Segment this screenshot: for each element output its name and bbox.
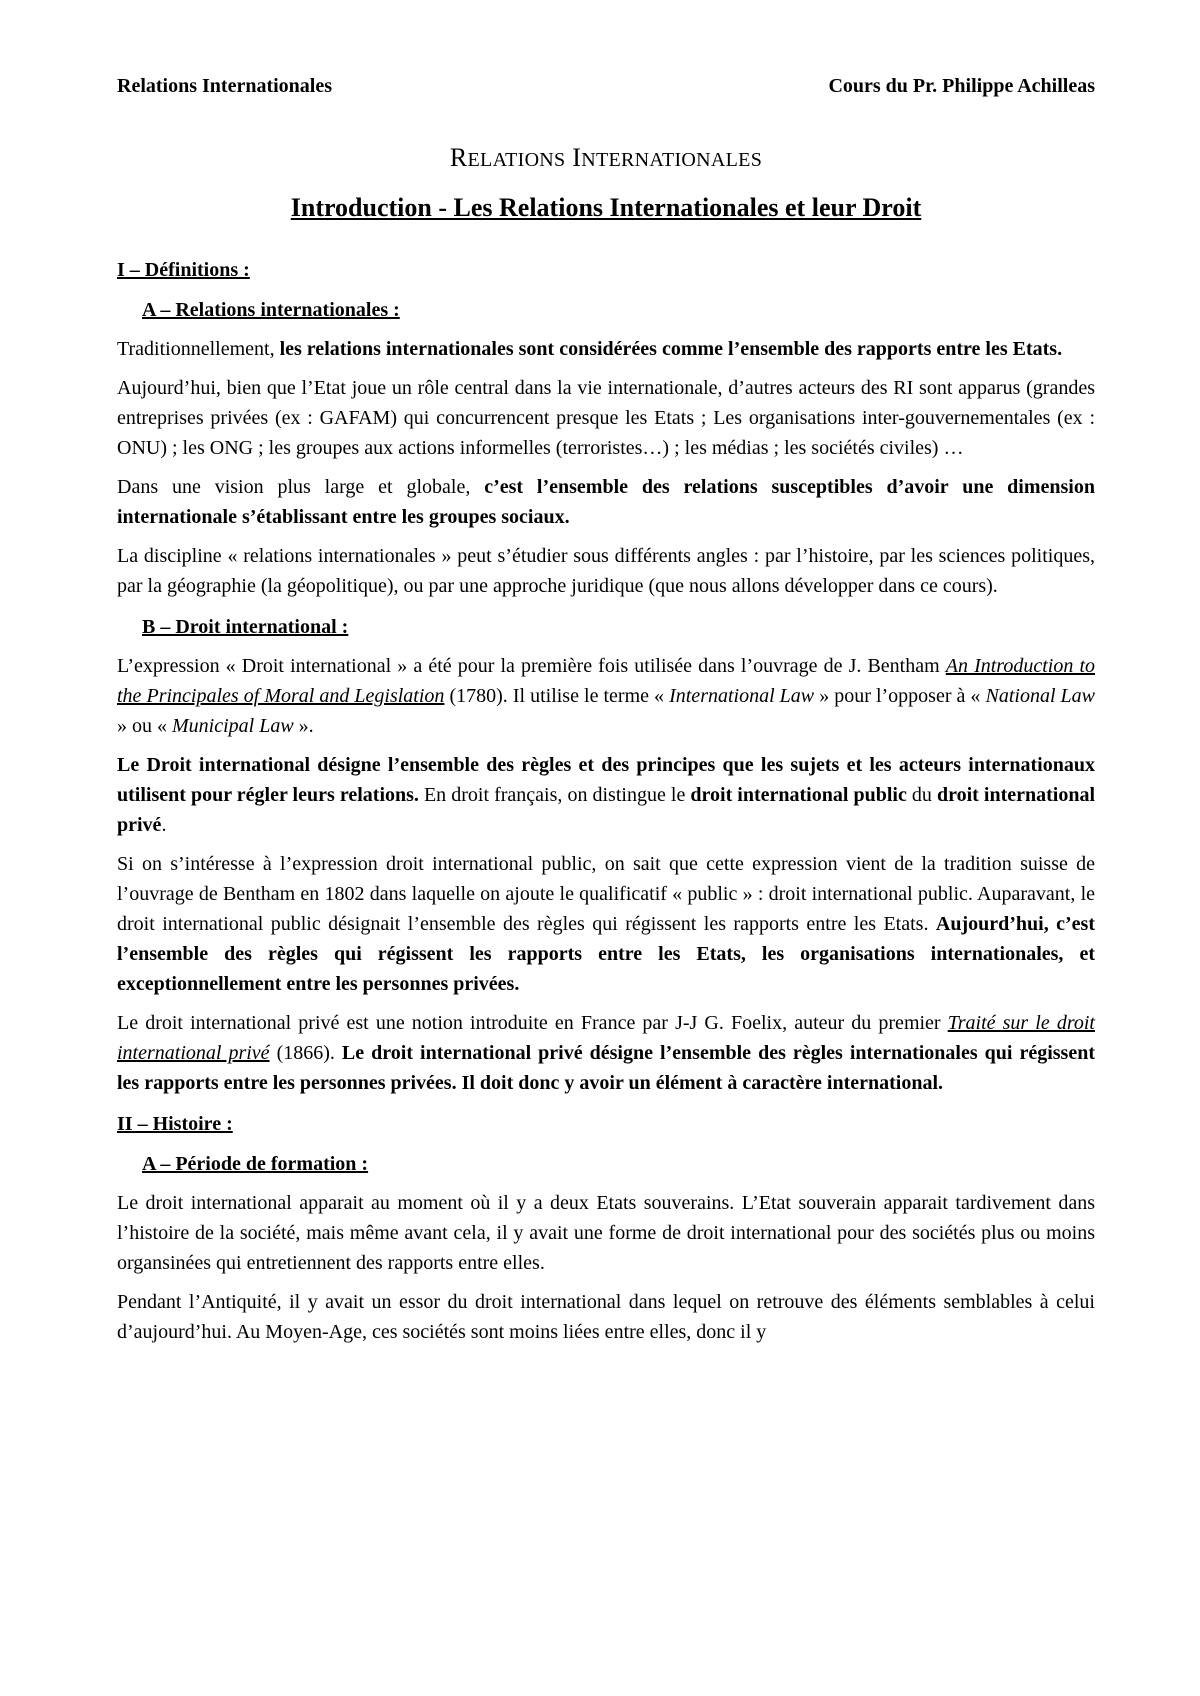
subsection-heading-periode-de-formation: A – Période de formation : [142,1153,369,1175]
paragraph: Si on s’intéresse à l’expression droit international public, on sait que cette expression vient de la tradition suisse de l’ouvrage de Bentham en 1802 dans laquelle on ajoute le qualificatif « public » : droit international public. Auparavant, le droit international public désignait l’ensemble des règles qui régissent les rapports entre les Etats. Aujourd’hui, c’est l’ensemble des règles qui régissent les rapports entre les Etats, les organisations internationales, et exceptionnellement entre les personnes privées. [117,853,1095,995]
header-left: Relations Internationales [117,75,332,97]
running-header [117,72,1095,100]
paragraph: Traditionnellement, les relations internationales sont considérées comme l’ensemble des rapports entre les Etats. [117,338,1063,360]
subsection-heading-droit-international: B – Droit international : [142,616,349,638]
paragraph: Le droit international privé est une notion introduite en France par J-J G. Foelix, auteur du premier Traité sur le droit international privé (1866). Le droit international privé désigne l’ensemble des règles internationales qui régissent les rapports entre les personnes privées. Il doit donc y avoir un élément à caractère international. [117,1012,1095,1094]
paragraph: Aujourd’hui, bien que l’Etat joue un rôle central dans la vie internationale, d’autres acteurs des RI sont apparus (grandes entreprises privées (ex : GAFAM) qui concurrencent presque les Etats ; Les organisations inter-gouvernementales (ex : ONU) ; les ONG ; les groupes aux actions informelles (terroristes…) ; les médias ; les sociétés civiles) … [117,377,1095,459]
section-heading-definitions: I – Définitions : [117,259,250,281]
paragraph: Dans une vision plus large et globale, c’est l’ensemble des relations susceptibles d’avoir une dimension internationale s’établissant entre les groupes sociaux. [117,476,1095,528]
paragraph: La discipline « relations internationales » peut s’étudier sous différents angles : par l’histoire, par les sciences politiques, par la géographie (la géopolitique), ou par une approche juridique (que nous allons développer dans ce cours). [117,545,1095,597]
paragraph: L’expression « Droit international » a été pour la première fois utilisée dans l’ouvrage de J. Bentham An Introduction to the Principales of Moral and Legislation (1780). Il utilise le terme « International Law » pour l’opposer à « National Law » ou « Municipal Law ». [117,655,1095,737]
paragraph: Le droit international apparait au moment où il y a deux Etats souverains. L’Etat souverain apparait tardivement dans l’histoire de la société, mais même avant cela, il y avait une forme de droit international pour des sociétés plus ou moins organsinées qui entretiennent des rapports entre elles. [117,1192,1095,1274]
paragraph: Pendant l’Antiquité, il y avait un essor du droit international dans lequel on retrouve des éléments semblables à celui d’aujourd’hui. Au Moyen-Age, ces sociétés sont moins liées entre elles, donc il y [117,1291,1095,1343]
header-right: Cours du Pr. Philippe Achilleas [828,75,1095,97]
document-subtitle: Introduction - Les Relations Internationales et leur Droit [290,193,922,222]
section-heading-histoire: II – Histoire : [117,1113,233,1135]
subsection-heading-relations-internationales: A – Relations internationales : [142,299,400,321]
document-title: RELATIONS INTERNATIONALES [449,143,763,172]
paragraph: Le Droit international désigne l’ensemble des règles et des principes que les sujets et les acteurs internationaux utilisent pour régler leurs relations. En droit français, on distingue le droit international public du droit international privé. [117,754,1095,836]
